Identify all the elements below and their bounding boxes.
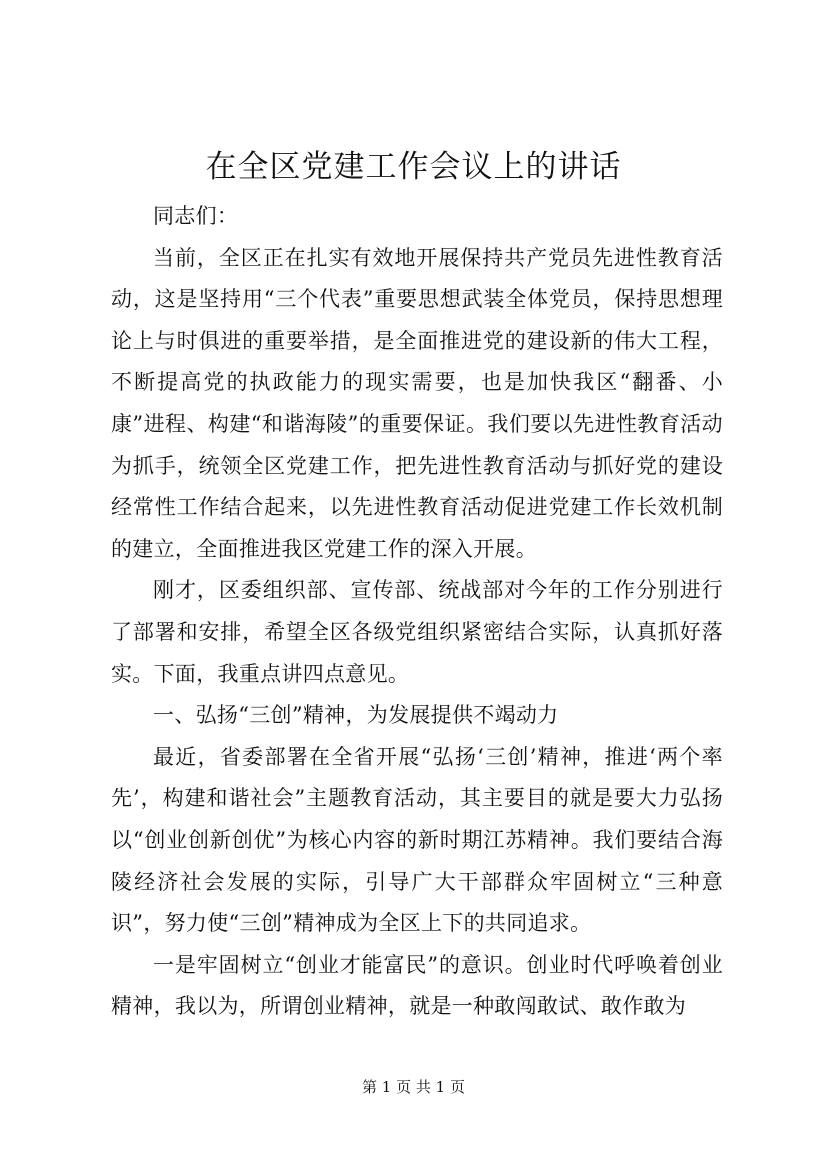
body-paragraph: 最近，省委部署在全省开展“弘扬‘三创’精神，推进‘两个率先’，构建和谐社会”主题教育活动，其主要目的就是要大力弘扬以“创业创新创优”为核心内容的新时期江苏精神。我们要结合海陵经济社会发展的实际，引导广大干部群众牢固树立“三种意识”，努力使“三创”精神成为全区上下的共同追求。 <box>111 744 723 936</box>
document-body <box>111 196 723 1028</box>
section-heading: 一、弘扬“三创”精神，为发展提供不竭动力 <box>153 703 559 728</box>
page-footer: 第 1 页 共 1 页 <box>362 1078 465 1096</box>
body-paragraph: 一是牢固树立“创业才能富民”的意识。创业时代呼唤着创业精神，我以为，所谓创业精神，就是一种敢闯敢试、敢作敢为 <box>111 952 723 1019</box>
salutation-paragraph: 同志们： <box>153 204 239 228</box>
body-paragraph: 当前，全区正在扎实有效地开展保持共产党员先进性教育活动，这是坚持用“三个代表”重要思想武装全体党员，保持思想理论上与时俱进的重要举措，是全面推进党的建设新的伟大工程，不断提高党的执政能力的现实需要，也是加快我区“翻番、小康”进程、构建“和谐海陵”的重要保证。我们要以先进性教育活动为抓手，统领全区党建工作，把先进性教育活动与抓好党的建设经常性工作结合起来，以先进性教育活动促进党建工作长效机制的建立，全面推进我区党建工作的深入开展。 <box>111 245 723 561</box>
document-title: 在全区党建工作会议上的讲话 <box>205 149 622 185</box>
body-paragraph: 刚才，区委组织部、宣传部、统战部对今年的工作分别进行了部署和安排，希望全区各级党组织紧密结合实际，认真抓好落实。下面，我重点讲四点意见。 <box>111 578 723 686</box>
